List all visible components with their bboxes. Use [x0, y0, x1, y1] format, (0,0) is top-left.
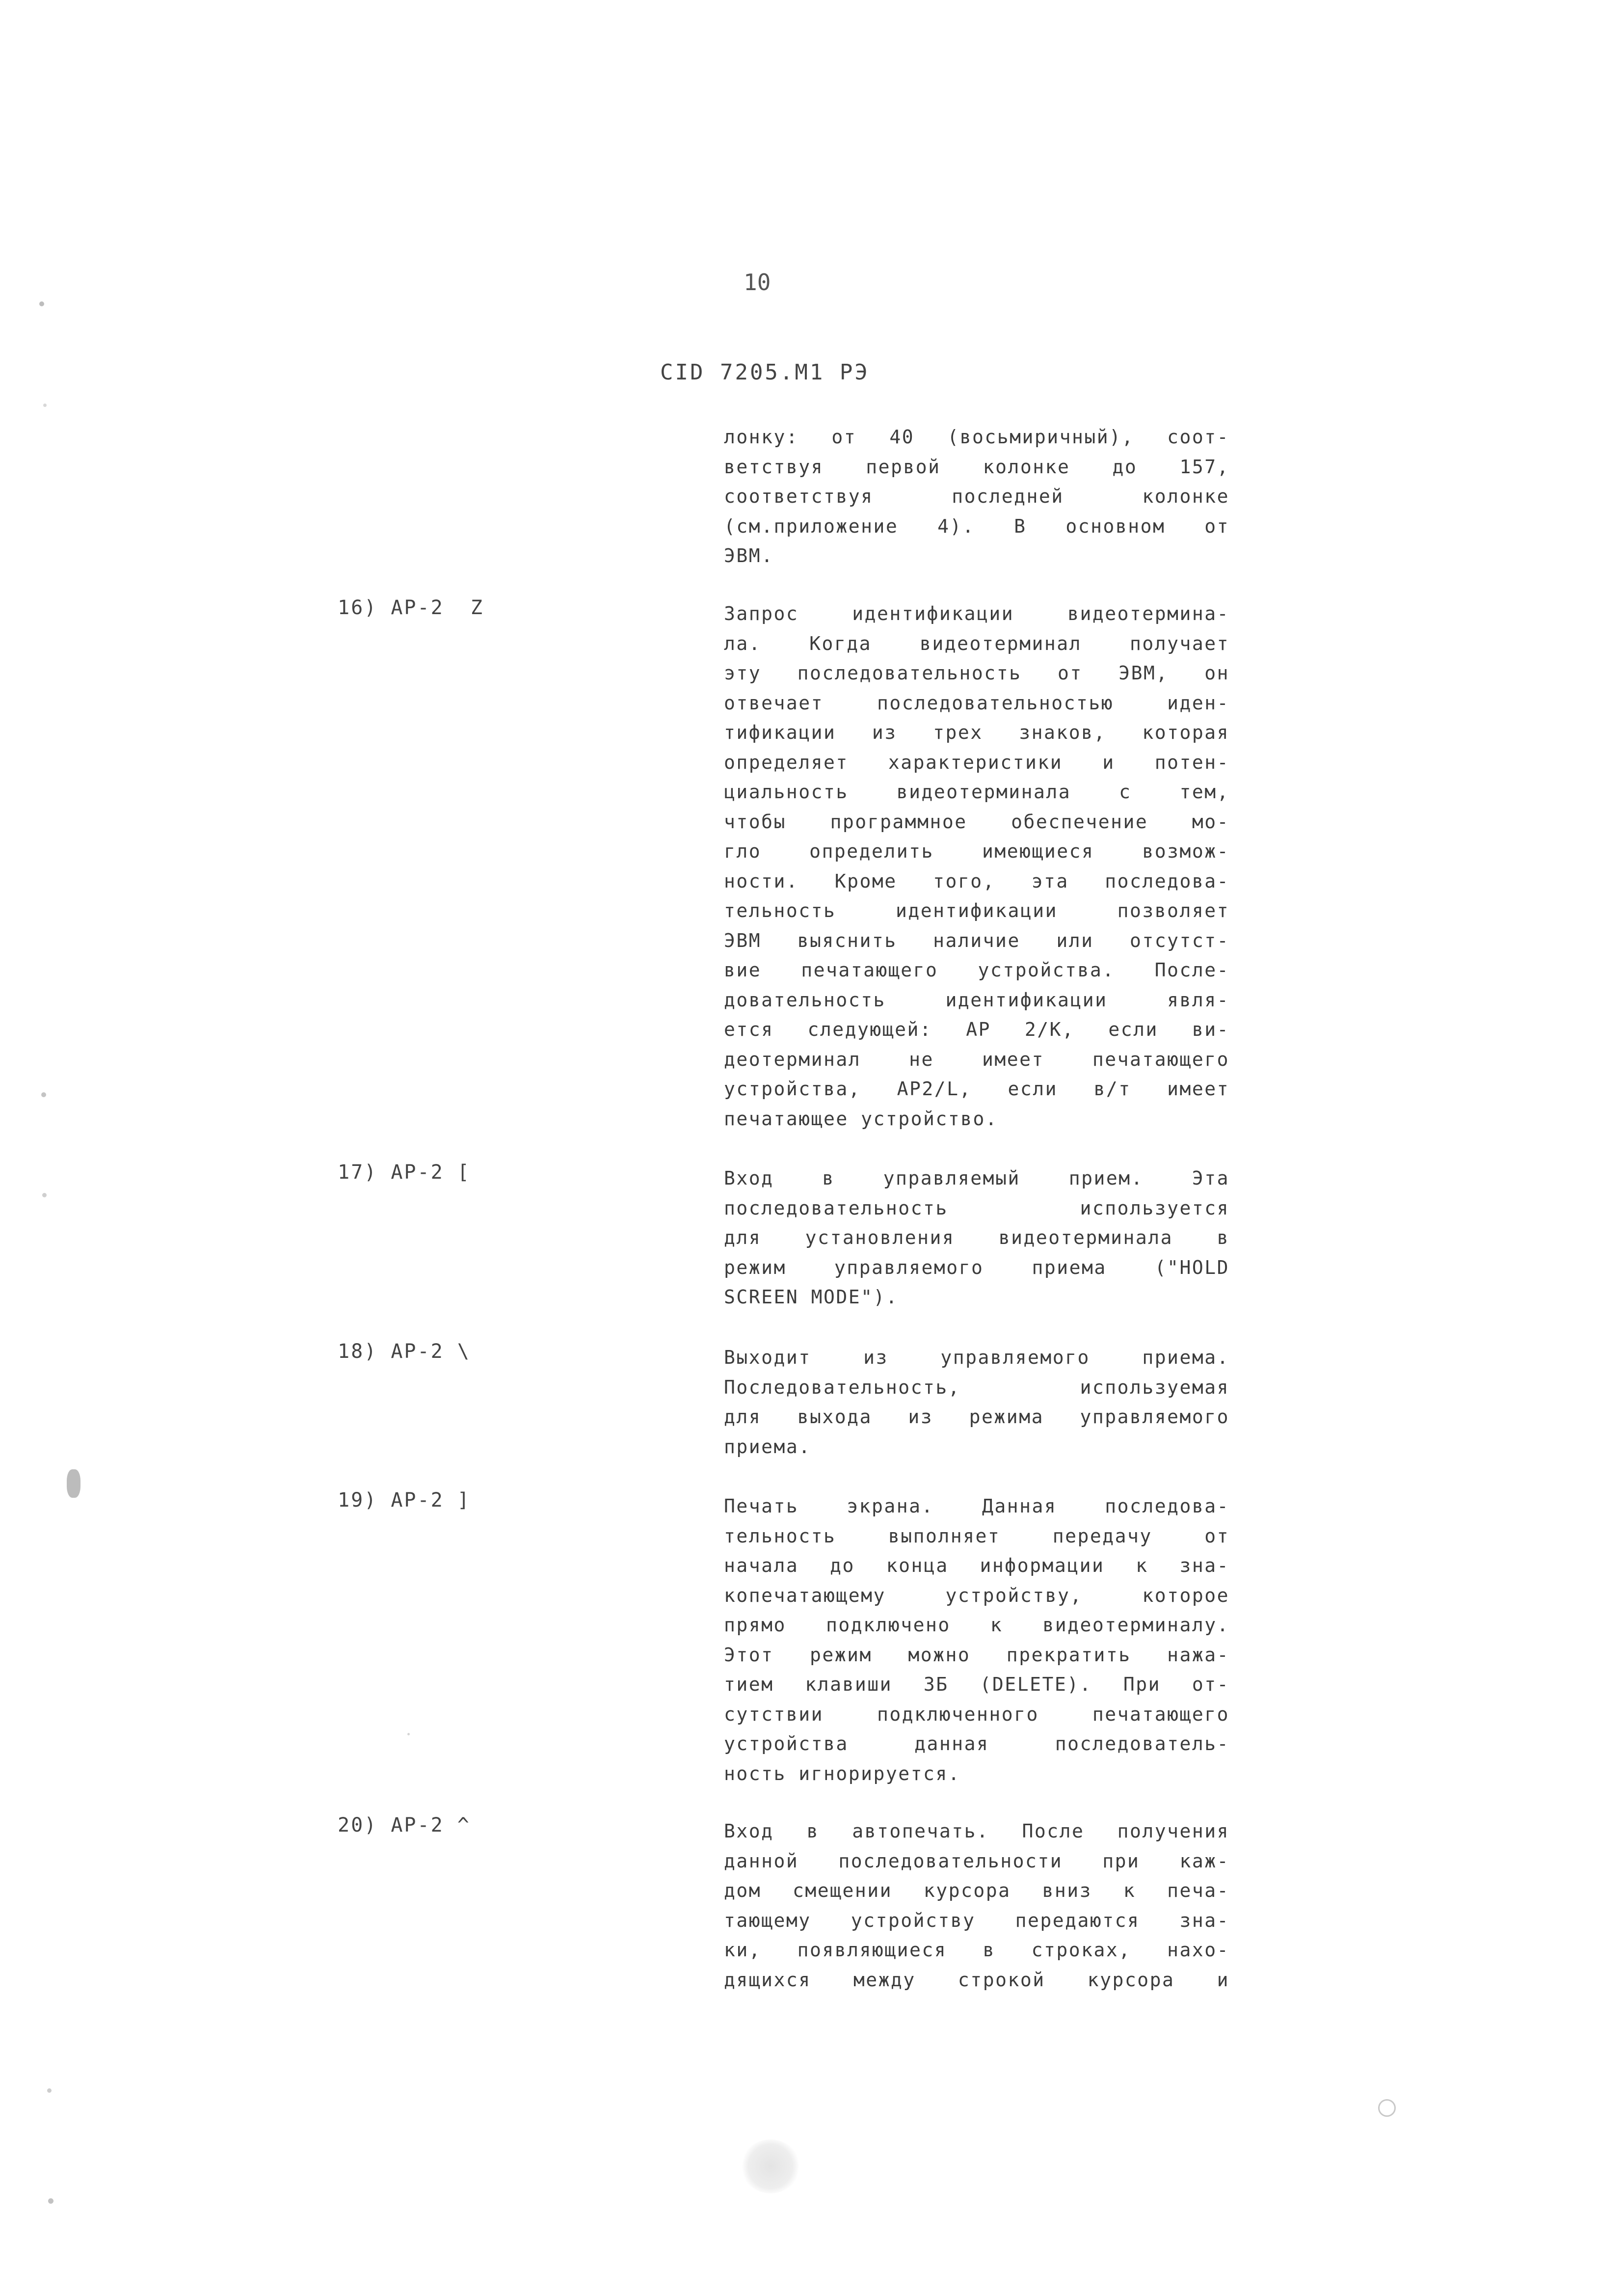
item-label-18: 18) AP-2 \	[338, 1340, 471, 1363]
text-line: деотерминал не имеет печатающего	[724, 1048, 1229, 1070]
punch-hole-mark	[1378, 2099, 1396, 2117]
text-line: ется следующей: AP 2/K, если ви-	[724, 1019, 1229, 1040]
text-line: ности. Кроме того, эта последова-	[724, 870, 1229, 892]
text-line: ветствуя первой колонке до 157,	[724, 456, 1229, 478]
text-line: Последовательность, используемая	[724, 1376, 1229, 1398]
text-line: Выходит из управляемого приема.	[724, 1347, 1229, 1368]
text-line: вие печатающего устройства. После-	[724, 959, 1229, 981]
text-line: ность игнорируется.	[724, 1762, 961, 1784]
text-line: копечатающему устройству, которое	[724, 1584, 1229, 1606]
text-line: ЭВМ.	[724, 545, 774, 567]
scan-speck	[43, 404, 47, 407]
text-line: устройства, AP2/L, если в/т имеет	[724, 1078, 1229, 1100]
text-line: для выхода из режима управляемого	[724, 1406, 1229, 1428]
text-line: печатающее устройство.	[724, 1107, 998, 1130]
text-line: для установления видеотерминала в	[724, 1227, 1229, 1248]
item-description-19	[724, 1491, 1229, 1788]
text-line: сутствии подключенного печатающего	[724, 1703, 1229, 1725]
text-line: соответствуя последней колонке	[724, 486, 1229, 507]
text-line: тием клавиши 3Б (DELETE). При от-	[724, 1674, 1229, 1695]
scan-speck	[42, 1193, 47, 1197]
text-line: гло определить имеющиеся возмож-	[724, 840, 1229, 862]
ink-smudge	[741, 2139, 800, 2193]
text-line: ЭВМ выяснить наличие или отсутст-	[724, 929, 1229, 951]
text-line: чтобы программное обеспечение мо-	[724, 810, 1229, 833]
page-number: 10	[744, 269, 771, 296]
item-label-16: 16) AP-2 Z	[338, 596, 484, 619]
text-line: SCREEN MODE").	[724, 1286, 899, 1308]
text-line: лонку: от 40 (восьмиричный), соот-	[724, 426, 1229, 448]
text-line: дящихся между строкой курсора и	[724, 1969, 1229, 1991]
text-line: режим управляемого приема ("HOLD	[724, 1256, 1229, 1278]
text-line: приема.	[724, 1435, 811, 1458]
text-line: последовательность используется	[724, 1197, 1229, 1219]
text-line: данной последовательности при каж-	[724, 1850, 1229, 1872]
item-description-18	[724, 1343, 1229, 1461]
scan-speck	[67, 1469, 80, 1498]
text-line: Этот режим можно прекратить нажа-	[724, 1644, 1229, 1666]
text-line: довательность идентификации явля-	[724, 989, 1229, 1011]
text-line: тающему устройству передаются зна-	[724, 1909, 1229, 1931]
text-line: тельность идентификации позволяет	[724, 900, 1229, 921]
text-line: прямо подключено к видеотерминалу.	[724, 1614, 1229, 1636]
text-line: отвечает последовательностью иден-	[724, 692, 1229, 714]
scan-speck	[41, 1092, 46, 1097]
text-line: эту последовательность от ЭВМ, он	[724, 662, 1229, 684]
text-line: тельность выполняет передачу от	[724, 1525, 1229, 1547]
text-line: определяет характеристики и потен-	[724, 751, 1229, 773]
scan-speck	[407, 1733, 410, 1735]
text-line: дом смещении курсора вниз к печа-	[724, 1880, 1229, 1901]
intro-paragraph	[724, 422, 1229, 571]
item-label-19: 19) AP-2 ]	[338, 1489, 471, 1512]
scan-speck	[47, 2088, 52, 2093]
text-line: Вход в управляемый прием. Эта	[724, 1167, 1229, 1189]
text-line: устройства данная последователь-	[724, 1733, 1229, 1755]
item-description-17	[724, 1163, 1229, 1312]
document-code: CID 7205.M1 РЭ	[660, 360, 870, 385]
text-line: Печать экрана. Данная последова-	[724, 1495, 1229, 1517]
item-description-16	[724, 599, 1229, 1134]
item-label-17: 17) AP-2 [	[338, 1161, 471, 1184]
text-line: ки, появляющиеся в строках, нахо-	[724, 1939, 1229, 1961]
scan-speck	[48, 2198, 53, 2204]
item-description-20	[724, 1816, 1229, 1995]
text-line: ла. Когда видеотерминал получает	[724, 632, 1229, 654]
text-line: циальность видеотерминала с тем,	[724, 781, 1229, 803]
text-line: (см.приложение 4). В основном от	[724, 515, 1229, 537]
scan-speck	[39, 301, 44, 306]
text-line: Запрос идентификации видеотермина-	[724, 603, 1229, 624]
text-line: тификации из трех знаков, которая	[724, 722, 1229, 743]
text-line: начала до конца информации к зна-	[724, 1555, 1229, 1576]
item-label-20: 20) AP-2 ^	[338, 1814, 471, 1837]
text-line: Вход в автопечать. После получения	[724, 1820, 1229, 1842]
